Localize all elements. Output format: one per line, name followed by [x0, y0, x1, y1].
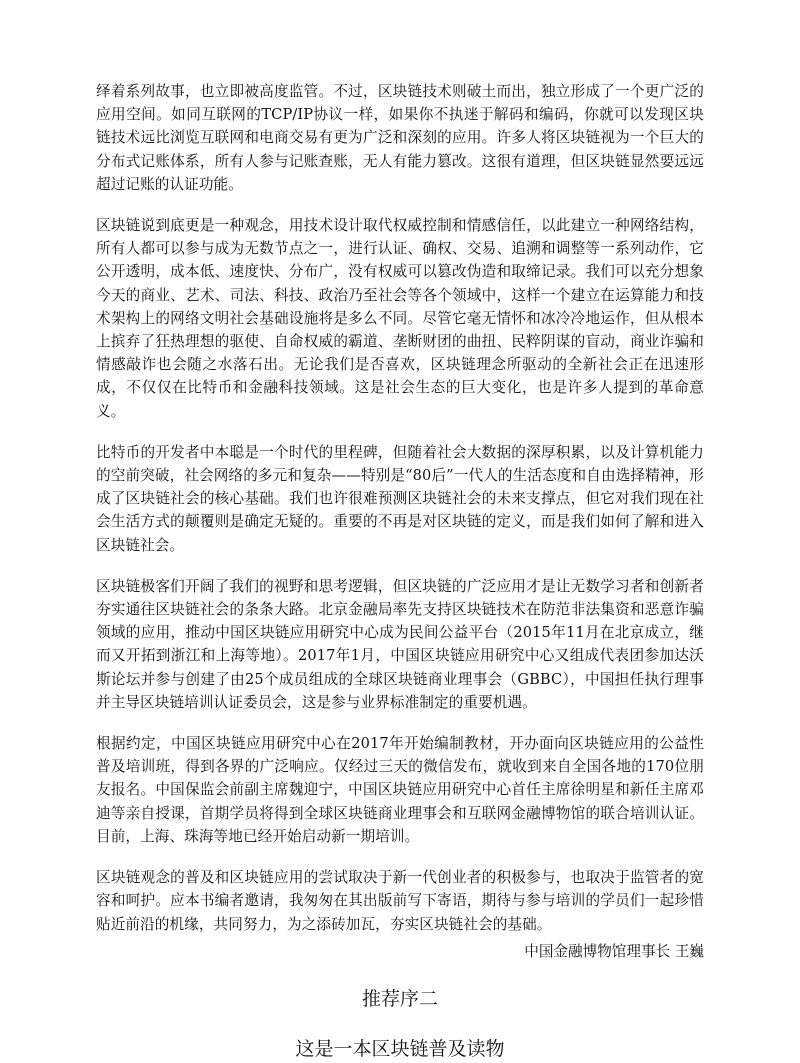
document-page [96, 80, 704, 1063]
paragraph-3: 比特币的开发者中本聪是一个时代的里程碑，但随着社会大数据的深厚积累，以及计算机能力的空前突破，社会网络的多元和复杂——特别是“80后”一代人的生活态度和自由选择精神，形成了区块链社会的核心基础。我们也许很难预测区块链社会的未来支撑点，但它对我们现在社会生活方式的颠覆则是确定无疑的。重要的不再是对区块链的定义，而是我们如何了解和进入区块链社会。 [96, 443, 704, 554]
paragraph-1: 绎着系列故事，也立即被高度监管。不过，区块链技术则破土而出，独立形成了一个更广泛的应用空间。如同互联网的TCP/IP协议一样，如果你不执迷于解码和编码，你就可以发现区块链技术远比浏览互联网和电商交易有更为广泛和深刻的应用。许多人将区块链视为一个巨大的分布式记账体系，所有人参与记账查账，无人有能力篡改。这很有道理，但区块链显然要远远超过记账的认证功能。 [96, 83, 704, 193]
author-signature: 中国金融博物馆理事长 王巍 [524, 942, 704, 960]
paragraph-2: 区块链说到底更是一种观念，用技术设计取代权威控制和情感信任，以此建立一种网络结构，所有人都可以参与成为无数节点之一，进行认证、确权、交易、追溯和调整等一系列动作，它公开透明，成本低、速度快、分布广，没有权威可以篡改伪造和取缔记录。我们可以充分想象今天的商业、艺术、司法、科技、政治乃至社会等各个领域中，这样一个建立在运算能力和技术架构上的网络文明社会基础设施将是多么不同。尽管它毫无情怀和冰冷冷地运作，但从根本上摈弃了狂热理想的驱使、自命权威的霸道、垄断财团的曲扭、民粹阴谋的盲动，商业诈骗和情感敲诈也会随之水落石出。无论我们是否喜欢，区块链理念所驱动的全新社会正在迅速形成，不仅仅在比特币和金融科技领域。这是社会生态的巨大变化，也是许多人提到的革命意义。 [96, 217, 704, 420]
paragraph-6: 区块链观念的普及和区块链应用的尝试取决于新一代创业者的积极参与，也取决于监管者的宽容和呵护。应本书编者邀请，我匆匆在其出版前写下寄语，期待与参与培训的学员们一起珍惜贴近前沿的机缘，共同努力，为之添砖加瓦，夯实区块链社会的基础。 [96, 869, 704, 933]
paragraph-5: 根据约定，中国区块链应用研究中心在2017年开始编制教材，开办面向区块链应用的公益性普及培训班，得到各界的广泛响应。仅经过三天的微信发布，就收到来自全国各地的170位朋友报名。中国保监会前副主席魏迎宁，中国区块链应用研究中心首任主席徐明星和新任主席邓迪等亲自授课，首期学员将得到全球区块链商业理事会和互联网金融博物馆的联合培训认证。目前，上海、珠海等地已经开始启动新一期培训。 [96, 735, 704, 845]
section-title: 推荐序二 [361, 987, 438, 1010]
paragraph-4: 区块链极客们开阔了我们的视野和思考逻辑，但区块链的广泛应用才是让无数学习者和创新者夯实通往区块链社会的条条大路。北京金融局率先支持区块链技术在防范非法集资和恶意诈骗领域的应用，推动中国区块链应用研究中心成为民间公益平台（2015年11月在北京成立，继而又开拓到浙江和上海等地）。2017年1月，中国区块链应用研究中心又组成代表团参加达沃斯论坛并参与创建了由25个成员组成的全球区块链商业理事会（GBBC），中国担任执行理事并主导区块链培训认证委员会，这是参与业界标准制定的重要机遇。 [96, 577, 704, 711]
section-subtitle: 这是一本区块链普及读物 [295, 1037, 505, 1060]
